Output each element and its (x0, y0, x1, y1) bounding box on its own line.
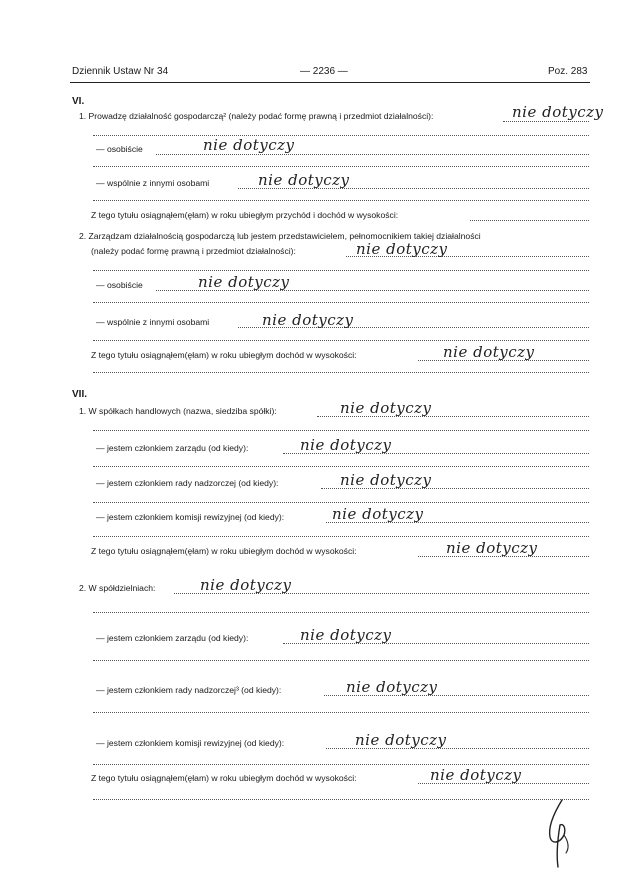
vi-q2-jointly-label: — wspólnie z innymi osobami (96, 317, 210, 327)
vii-q1-board-label: — jestem członkiem zarządu (od kiedy): (96, 443, 249, 453)
blank-line (93, 340, 589, 341)
vi-q2-text-line2: (należy podać formę prawną i przedmiot działalności): (91, 246, 296, 256)
blank-line (93, 135, 589, 136)
blank-line (93, 302, 589, 303)
vi-q1-answer[interactable]: nie dotyczy (512, 103, 604, 121)
blank-line (93, 612, 589, 613)
blank-line (93, 270, 589, 271)
header-divider (70, 82, 590, 83)
vii-q1-text: 1. W spółkach handlowych (nazwa, siedziba spółki): (79, 406, 277, 416)
vii-q2-board-answer[interactable]: nie dotyczy (300, 626, 392, 644)
vii-q1-audit-answer[interactable]: nie dotyczy (332, 505, 424, 523)
vi-q2-personally-answer[interactable]: nie dotyczy (198, 273, 290, 291)
vi-q2-text-line1: 2. Zarządzam działalnością gospodarczą lub jestem przedstawicielem, pełnomocnikiem takiej działalności (79, 231, 481, 241)
vi-q1-personally-label: — osobiście (96, 144, 143, 154)
vi-q2-income-answer[interactable]: nie dotyczy (443, 343, 535, 361)
blank-line (93, 799, 589, 800)
vii-q2-income-answer[interactable]: nie dotyczy (430, 766, 522, 784)
vii-q2-audit-answer[interactable]: nie dotyczy (355, 731, 447, 749)
vi-q2-income-text: Z tego tytułu osiągnąłem(ęłam) w roku ubiegłym dochód w wysokości: (91, 350, 357, 360)
blank-line (93, 372, 589, 373)
vii-q2-income-text: Z tego tytułu osiągnąłem(ęłam) w roku ubiegłym dochód w wysokości: (91, 773, 357, 783)
vi-q2-jointly-answer[interactable]: nie dotyczy (262, 311, 354, 329)
blank-line (93, 200, 589, 201)
vi-q1-jointly-label: — wspólnie z innymi osobami (96, 178, 210, 188)
position-number: Poz. 283 (548, 66, 588, 77)
section-vii-label: VII. (72, 389, 88, 400)
blank-line (93, 764, 589, 765)
blank-line (93, 712, 589, 713)
vii-q1-income-text: Z tego tytułu osiągnąłem(ęłam) w roku ubiegłym dochód w wysokości: (91, 546, 357, 556)
blank-line (93, 536, 589, 537)
vi-q2-answer[interactable]: nie dotyczy (356, 240, 448, 258)
vi-q1-personally-answer[interactable]: nie dotyczy (203, 136, 295, 154)
vii-q2-supervisory-label: — jestem członkiem rady nadzorczej³ (od kiedy): (96, 685, 282, 695)
blank-line (93, 430, 589, 431)
journal-title: Dziennik Ustaw Nr 34 (72, 66, 169, 77)
blank-line (93, 502, 589, 503)
vii-q1-supervisory-answer[interactable]: nie dotyczy (340, 471, 432, 489)
vii-q2-supervisory-answer[interactable]: nie dotyczy (346, 678, 438, 696)
initials-signature (530, 795, 590, 870)
vii-q1-answer[interactable]: nie dotyczy (340, 399, 432, 417)
page-number: — 2236 — (300, 66, 348, 77)
vii-q2-audit-label: — jestem członkiem komisji rewizyjnej (od kiedy): (96, 738, 285, 748)
blank-line (93, 166, 589, 167)
blank-line (93, 466, 589, 467)
vii-q1-supervisory-label: — jestem członkiem rady nadzorczej (od kiedy): (96, 478, 279, 488)
vii-q2-board-label: — jestem członkiem zarządu (od kiedy): (96, 633, 249, 643)
vi-q1-income-line (470, 220, 589, 221)
vi-q1-text: 1. Prowadzę działalność gospodarczą² (należy podać formę prawną i przedmiot działalności): (79, 111, 434, 121)
blank-line (93, 660, 589, 661)
vii-q2-answer[interactable]: nie dotyczy (200, 576, 292, 594)
section-vi-label: VI. (72, 96, 85, 107)
vii-q2-text: 2. W spółdzielniach: (79, 583, 156, 593)
vi-q1-income-text: Z tego tytułu osiągnąłem(ęłam) w roku ubiegłym przychód i dochód w wysokości: (91, 210, 399, 220)
vi-q2-personally-label: — osobiście (96, 280, 143, 290)
vii-q1-audit-label: — jestem członkiem komisji rewizyjnej (od kiedy): (96, 512, 285, 522)
vi-q1-personally-line (156, 154, 589, 155)
vi-q1-answer-line (503, 121, 589, 122)
vii-q1-income-answer[interactable]: nie dotyczy (446, 539, 538, 557)
vii-q1-board-answer[interactable]: nie dotyczy (300, 436, 392, 454)
vi-q1-jointly-answer[interactable]: nie dotyczy (258, 171, 350, 189)
